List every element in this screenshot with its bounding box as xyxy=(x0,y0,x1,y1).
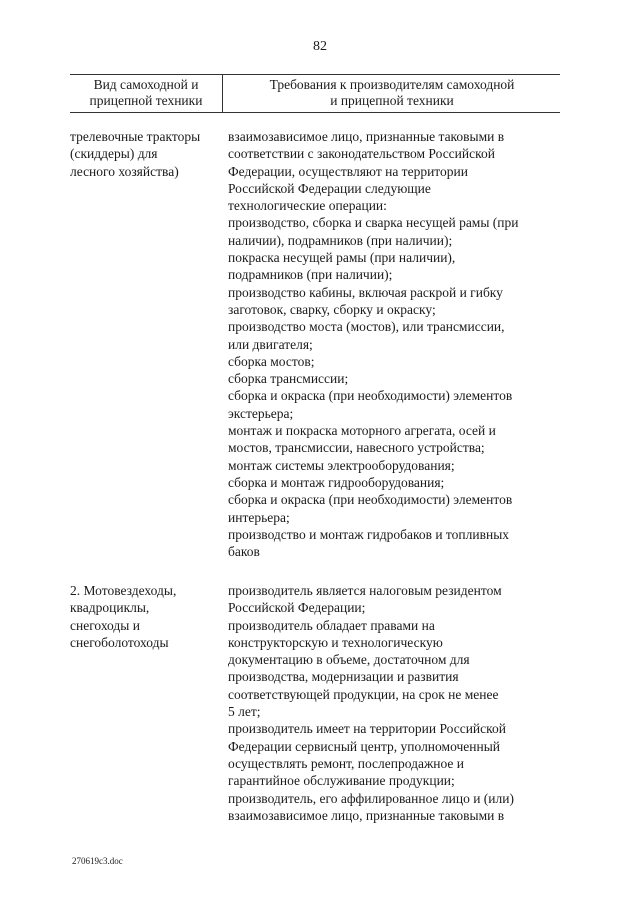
text-line: взаимозависимое лицо, признанные таковыми в xyxy=(228,129,505,144)
header-line: Вид самоходной и xyxy=(93,77,199,92)
text-line: взаимозависимое лицо, признанные таковыми в xyxy=(228,807,505,823)
table-header-vehicle-type xyxy=(70,77,222,109)
table-header-requirements xyxy=(224,77,560,109)
header-line: и прицепной техники xyxy=(330,93,454,108)
text-line: соответствующей продукции, на срок не менее xyxy=(228,686,499,702)
text-line: квадроциклы, xyxy=(70,600,150,616)
text-line: экстерьера; xyxy=(228,405,294,421)
text-line: производство и монтаж гидробаков и топливных xyxy=(228,526,510,542)
row-2-vehicle-type xyxy=(70,582,220,651)
text-line: Российской Федерации следующие xyxy=(228,180,431,196)
text-line: производство кабины, включая раскрой и гибку xyxy=(228,284,503,300)
text-line: Российской Федерации; xyxy=(228,600,366,616)
text-line: снегоходы и xyxy=(70,617,140,633)
text-line: снегоболотоходы xyxy=(70,634,169,650)
text-line: Федерации, осуществляют на территории xyxy=(228,163,468,179)
text-line: сборка и окраска (при необходимости) элементов xyxy=(228,492,513,508)
text-line: подрамников (при наличии); xyxy=(228,267,393,283)
text-line: 2. Мотовездеходы, xyxy=(70,583,177,598)
text-line: гарантийное обслуживание продукции; xyxy=(228,773,455,789)
text-line: производитель является налоговым резидентом xyxy=(228,583,502,598)
text-line: осуществлять ремонт, послепродажное и xyxy=(228,755,465,771)
document-footer-code: 270619c3.doc xyxy=(72,856,123,866)
text-line: сборка и окраска (при необходимости) элементов xyxy=(228,388,513,404)
text-line: конструкторскую и технологическую xyxy=(228,634,443,650)
text-line: интерьера; xyxy=(228,509,290,525)
text-line: наличии), подрамников (при наличии); xyxy=(228,232,453,248)
text-line: производитель обладает правами на xyxy=(228,617,435,633)
text-line: (скиддеры) для xyxy=(70,146,158,162)
table-header-column-divider xyxy=(222,74,223,112)
row-2-requirements xyxy=(228,582,568,824)
text-line: заготовок, сварку, сборку и окраску; xyxy=(228,301,436,317)
text-line: производство, сборка и сварка несущей рамы (при xyxy=(228,215,519,231)
header-line: Требования к производителям самоходной xyxy=(269,77,515,92)
text-line: баков xyxy=(228,544,260,560)
text-line: производства, модернизации и развития xyxy=(228,669,459,685)
text-line: 5 лет; xyxy=(228,704,261,720)
text-line: соответствии с законодательством Российской xyxy=(228,146,495,162)
text-line: монтаж и покраска моторного агрегата, осей и xyxy=(228,423,496,439)
page-number: 82 xyxy=(313,39,327,54)
row-1-vehicle-type xyxy=(70,128,220,180)
text-line: сборка мостов; xyxy=(228,353,315,369)
text-line: покраска несущей рамы (при наличии), xyxy=(228,250,456,266)
text-line: трелевочные тракторы xyxy=(70,129,201,144)
table-header-bottom-rule xyxy=(70,112,560,113)
text-line: лесного хозяйства) xyxy=(70,163,179,179)
header-line: прицепной техники xyxy=(89,93,203,108)
text-line: Федерации сервисный центр, уполномоченный xyxy=(228,738,500,754)
text-line: производитель, его аффилированное лицо и (или) xyxy=(228,790,514,806)
text-line: сборка трансмиссии; xyxy=(228,371,349,387)
text-line: или двигателя; xyxy=(228,336,313,352)
text-line: мостов, трансмиссии, навесного устройства; xyxy=(228,440,485,456)
text-line: сборка и монтаж гидрооборудования; xyxy=(228,474,445,490)
text-line: монтаж системы электрооборудования; xyxy=(228,457,455,473)
text-line: технологические операции: xyxy=(228,198,387,214)
text-line: производитель имеет на территории Российской xyxy=(228,721,506,737)
table-header-top-rule xyxy=(70,74,560,75)
row-1-requirements xyxy=(228,128,568,560)
text-line: документацию в объеме, достаточном для xyxy=(228,652,470,668)
text-line: производство моста (мостов), или трансмиссии, xyxy=(228,319,505,335)
